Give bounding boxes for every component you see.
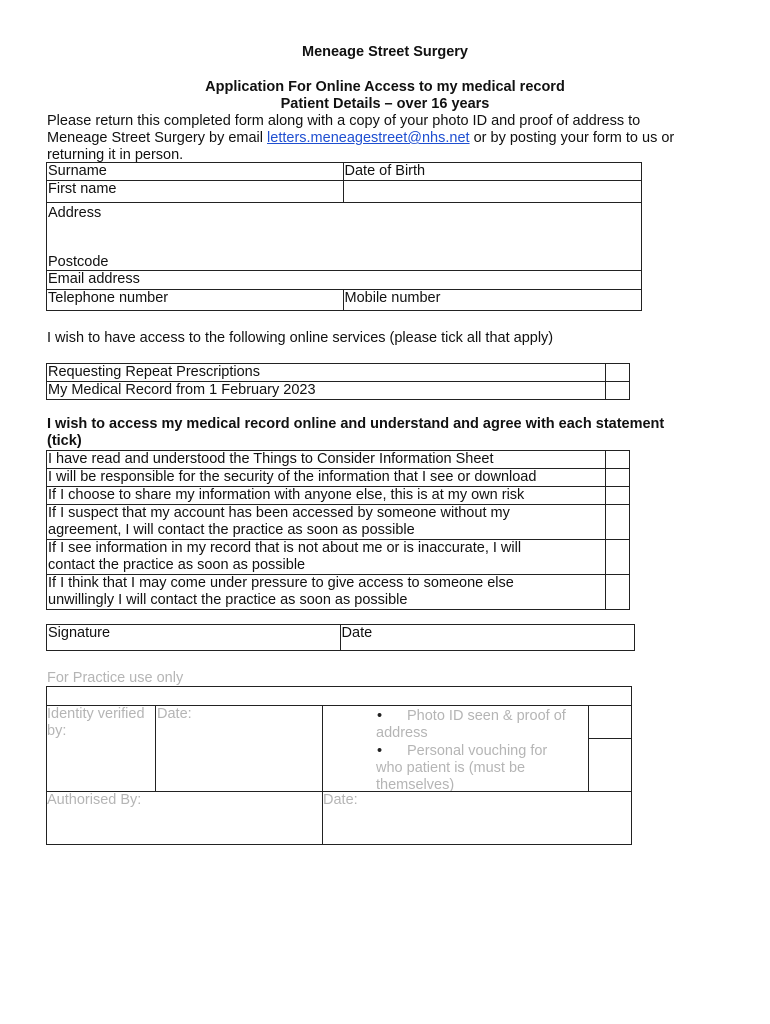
date-of-birth-input[interactable] bbox=[343, 181, 641, 203]
right-border bbox=[631, 706, 632, 792]
statements-heading-line-1: I wish to access my medical record online and understand and agree with each statement bbox=[47, 416, 665, 432]
form-subtitle: Patient Details – over 16 years bbox=[280, 96, 490, 112]
statement-2: I will be responsible for the security of the information that I see or download bbox=[47, 469, 606, 487]
postcode-label: Postcode bbox=[48, 254, 109, 270]
bullet-1-text: Photo ID seen & proof of bbox=[407, 708, 566, 724]
form-title: Application For Online Access to my medical record bbox=[205, 79, 565, 95]
photo-id-checkbox[interactable] bbox=[588, 706, 632, 739]
patient-details-table bbox=[46, 162, 642, 311]
authorised-date-label: Date: bbox=[323, 792, 358, 808]
signature-table bbox=[46, 624, 635, 651]
intro-line-2 bbox=[47, 130, 674, 147]
service-medical-record: My Medical Record from 1 February 2023 bbox=[47, 382, 606, 400]
statement-2-checkbox[interactable] bbox=[606, 469, 630, 487]
statement-3-checkbox[interactable] bbox=[606, 487, 630, 505]
telephone-label: Telephone number bbox=[48, 290, 169, 306]
identity-verified-label-2: by: bbox=[47, 723, 67, 739]
statement-1: I have read and understood the Things to Consider Information Sheet bbox=[47, 451, 606, 469]
first-name-label: First name bbox=[48, 181, 117, 197]
authorised-date-cell[interactable] bbox=[322, 791, 632, 845]
statement-5-line-2: contact the practice as soon as possible bbox=[48, 557, 306, 573]
statement-3: If I choose to share my information with anyone else, this is at my own risk bbox=[47, 487, 606, 505]
practice-header-row bbox=[46, 686, 632, 706]
verification-methods-cell bbox=[322, 706, 589, 792]
telephone-field[interactable] bbox=[47, 290, 344, 311]
statement-6-line-1: If I think that I may come under pressure to give access to someone else bbox=[48, 575, 514, 591]
intro-line-2-pre: Meneage Street Surgery by email bbox=[47, 130, 268, 146]
mobile-field[interactable] bbox=[343, 290, 641, 311]
statement-6-checkbox[interactable] bbox=[606, 575, 630, 610]
service-repeat-prescriptions: Requesting Repeat Prescriptions bbox=[47, 364, 606, 382]
first-name-field[interactable] bbox=[47, 181, 344, 203]
address-field[interactable] bbox=[47, 203, 642, 271]
statement-1-checkbox[interactable] bbox=[606, 451, 630, 469]
authorised-by-label: Authorised By: bbox=[47, 792, 142, 808]
address-label: Address bbox=[48, 205, 102, 221]
statement-5-checkbox[interactable] bbox=[606, 540, 630, 575]
signature-date-label: Date bbox=[341, 625, 373, 641]
identity-verified-label-1: Identity verified bbox=[47, 706, 145, 722]
service-repeat-prescriptions-checkbox[interactable] bbox=[606, 364, 630, 382]
identity-date-cell[interactable] bbox=[155, 706, 323, 792]
statements-heading-line-2: (tick) bbox=[47, 433, 82, 449]
email-address-field[interactable] bbox=[47, 271, 642, 290]
intro-line-3: returning it in person. bbox=[47, 147, 184, 163]
surname-label: Surname bbox=[48, 163, 107, 179]
signature-field[interactable] bbox=[47, 625, 341, 651]
intro-line-2-post: or by posting your form to us or bbox=[469, 130, 675, 146]
mobile-label: Mobile number bbox=[344, 290, 441, 306]
services-intro: I wish to have access to the following online services (please tick all that apply) bbox=[47, 330, 554, 346]
bullet-1-line-1 bbox=[375, 708, 566, 725]
bullet-2-line-3: themselves) bbox=[376, 777, 455, 793]
bullet-2-line-1 bbox=[375, 743, 547, 760]
surname-field[interactable] bbox=[47, 163, 344, 181]
bullet-dot-icon: • bbox=[377, 708, 383, 724]
statement-6-line-2: unwillingly I will contact the practice as soon as possible bbox=[48, 592, 408, 608]
identity-date-label: Date: bbox=[157, 706, 192, 722]
identity-verified-cell[interactable] bbox=[46, 706, 156, 792]
statement-6 bbox=[47, 575, 606, 610]
email-link[interactable]: letters.meneagestreet@nhs.net bbox=[267, 130, 470, 146]
date-of-birth-field[interactable] bbox=[343, 163, 641, 181]
statement-4-line-2: agreement, I will contact the practice as soon as possible bbox=[48, 522, 415, 538]
signature-label: Signature bbox=[48, 625, 111, 641]
statement-4 bbox=[47, 505, 606, 540]
practice-use-section bbox=[46, 686, 633, 845]
bullet-1-line-2: address bbox=[376, 725, 428, 741]
vouching-checkbox[interactable] bbox=[588, 738, 632, 792]
bullet-dot-icon: • bbox=[377, 743, 383, 759]
statement-4-checkbox[interactable] bbox=[606, 505, 630, 540]
authorised-by-cell[interactable] bbox=[46, 791, 323, 845]
email-address-label: Email address bbox=[48, 271, 140, 287]
bullet-2-line-2: who patient is (must be bbox=[376, 760, 526, 776]
statement-4-line-1: If I suspect that my account has been accessed by someone without my bbox=[48, 505, 510, 521]
service-medical-record-checkbox[interactable] bbox=[606, 382, 630, 400]
signature-date-field[interactable] bbox=[340, 625, 634, 651]
bullet-2-text: Personal vouching for bbox=[407, 743, 548, 759]
statements-table bbox=[46, 450, 630, 610]
statement-5-line-1: If I see information in my record that is not about me or is inaccurate, I will bbox=[48, 540, 522, 556]
services-table bbox=[46, 363, 630, 400]
intro-line-1: Please return this completed form along with a copy of your photo ID and proof of address to bbox=[47, 113, 641, 129]
practice-name: Meneage Street Surgery bbox=[301, 44, 468, 60]
date-of-birth-label: Date of Birth bbox=[344, 163, 426, 179]
practice-use-heading: For Practice use only bbox=[47, 670, 184, 686]
statement-5 bbox=[47, 540, 606, 575]
